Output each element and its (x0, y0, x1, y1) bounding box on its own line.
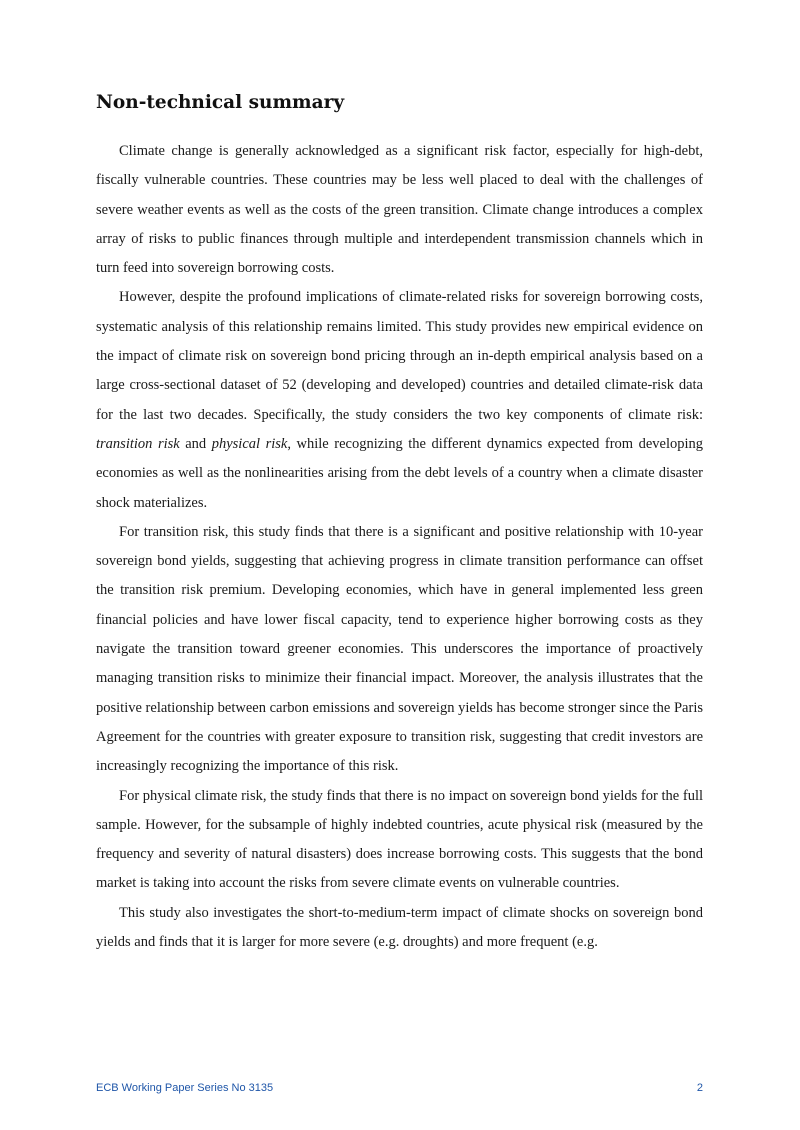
paragraph-1: Climate change is generally acknowledged as a significant risk factor, especially for high-debt, fiscally vulnerable countries. These countries may be less well placed to deal with the challenges of severe weather events as well as the costs of the green transition. Climate change introduces a complex array of risks to public finances through multiple and interdependent transmission channels which in turn feed into sovereign borrowing costs. (96, 143, 703, 277)
footer-series-label: ECB Working Paper Series No 3135 (96, 1082, 274, 1094)
section-heading: Non-technical summary (96, 92, 345, 113)
paragraph-3: For transition risk, this study finds that there is a significant and positive relationship with 10-year sovereign bond yields, suggesting that achieving progress in climate transition performance can offset the transition risk premium. Developing economies, which have in general implemented less green financial policies and have lower fiscal capacity, tend to experience higher borrowing costs as they navigate the transition toward greener economies. This underscores the importance of proactively managing transition risks to minimize their financial impact. Moreover, the analysis illustrates that the positive relationship between carbon emissions and sovereign yields has become stronger since the Paris Agreement for the countries with greater exposure to transition risk, suggesting that credit investors are increasingly recognizing the importance of this risk. (96, 523, 703, 775)
paragraph-2-part-1: However, despite the profound implications of climate-related risks for sovereign borrowing costs, systematic analysis of this relationship remains limited. This study provides new empirical evidence on the impact of climate risk on sovereign bond pricing through an in-depth empirical analysis based on a large cross-sectional dataset of 52 (developing and developed) countries and detailed climate-risk data for the last two decades. Specifically, the study considers the two key components of climate risk: (96, 289, 703, 423)
paragraph-2 (96, 283, 703, 517)
paragraph-2-part-3: , while recognizing the different dynamics expected from developing economies as well as the nonlinearities arising from the debt levels of a country when a climate disaster shock materializes. (96, 435, 704, 511)
summary-body (96, 137, 703, 957)
page-number: 2 (696, 1082, 703, 1094)
term-transition-risk: transition risk (96, 435, 180, 452)
paragraph-4: For physical climate risk, the study finds that there is no impact on sovereign bond yields for the full sample. However, for the subsample of highly indebted countries, acute physical risk (measured by the frequency and severity of natural disasters) does increase borrowing costs. This suggests that the bond market is taking into account the risks from severe climate events on vulnerable countries. (96, 787, 703, 892)
paragraph-2-part-2: and (179, 435, 212, 452)
paragraph-5: This study also investigates the short-to-medium-term impact of climate shocks on sovereign bond yields and finds that it is larger for more severe (e.g. droughts) and more frequent (e.g. (96, 904, 703, 951)
term-physical-risk: physical risk (211, 435, 288, 452)
